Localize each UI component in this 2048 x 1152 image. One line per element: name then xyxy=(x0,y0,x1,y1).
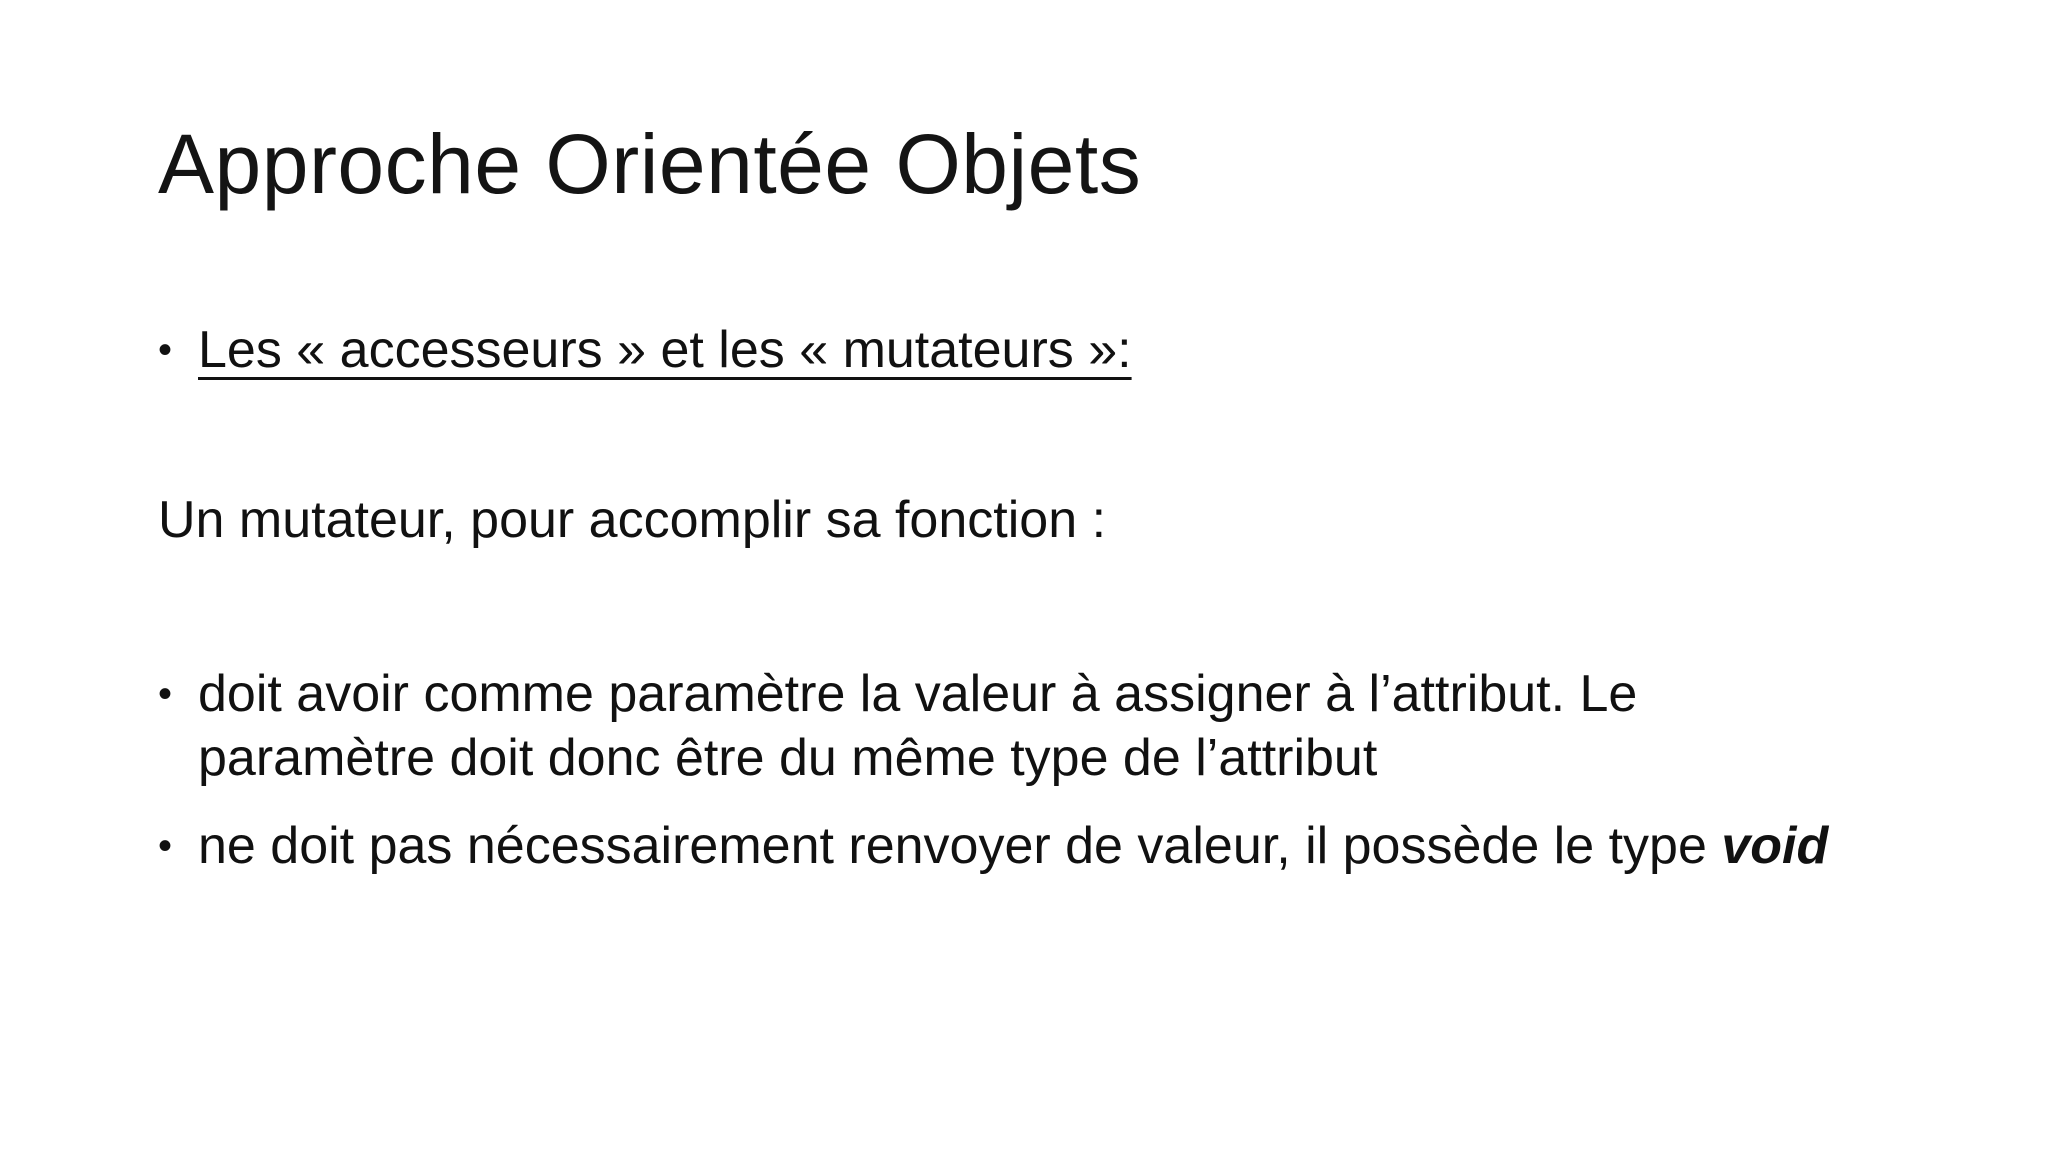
point-2-main-text: ne doit pas nécessairement renvoyer de valeur, il possède le type xyxy=(198,817,1722,875)
slide-title: Approche Orientée Objets xyxy=(158,117,1142,211)
bullet-icon: • xyxy=(158,824,173,868)
point-1-text: doit avoir comme paramètre la valeur à assigner à l’attribut. Le paramètre doit donc être du même type de l’attribut xyxy=(198,665,1638,787)
point-2-row xyxy=(158,814,1828,878)
point-2-text xyxy=(198,814,1828,878)
heading-bullet-text: Les « accesseurs » et les « mutateurs »: xyxy=(198,321,1132,379)
heading-bullet-row xyxy=(158,318,1132,382)
intro-text: Un mutateur, pour accomplir sa fonction : xyxy=(158,491,1107,549)
bullet-icon: • xyxy=(158,672,173,716)
point-1-row xyxy=(158,662,1858,790)
bullet-icon: • xyxy=(158,328,173,372)
void-keyword: void xyxy=(1721,817,1829,875)
